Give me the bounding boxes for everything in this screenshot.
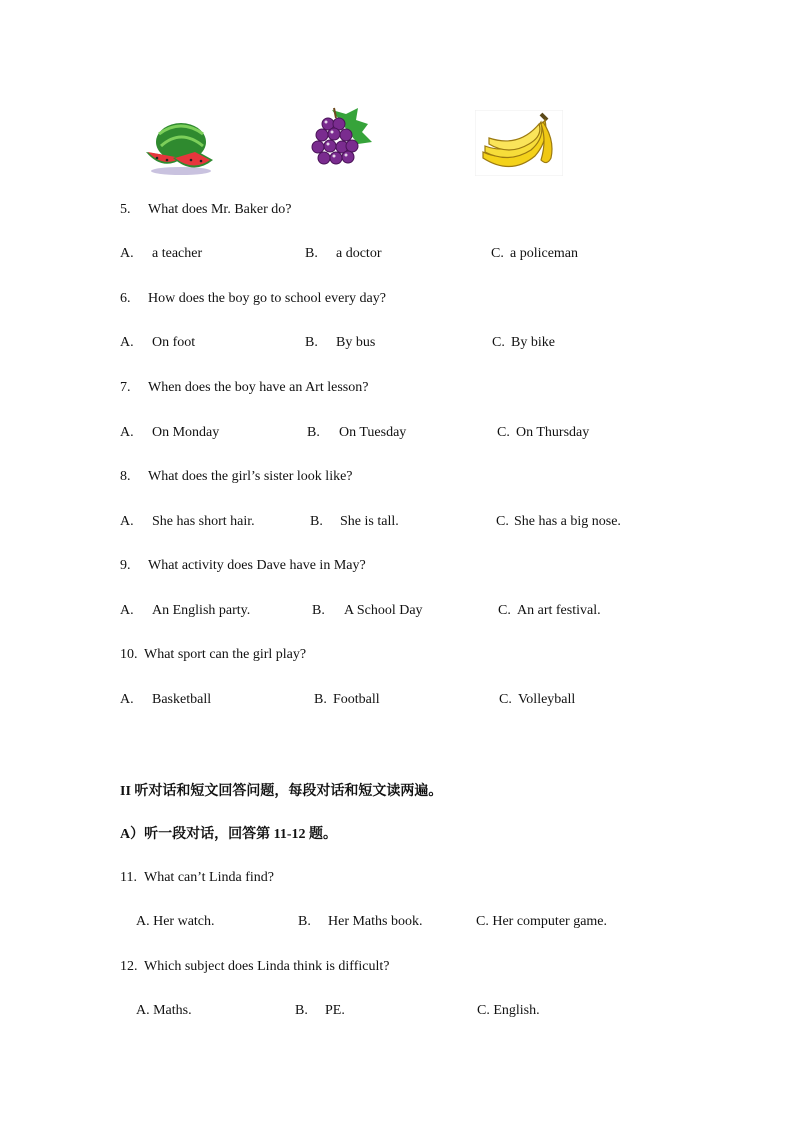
question-number: 8. [120, 469, 131, 484]
option-a-label: A. [120, 425, 134, 440]
grapes-picture [306, 104, 378, 170]
question-7 [120, 380, 369, 396]
option-c: C. Her computer game. [476, 914, 608, 929]
option-c: Volleyball [518, 692, 576, 707]
option-c: By bike [511, 335, 555, 350]
question-5 [120, 202, 292, 218]
option-a-label: A. [120, 692, 134, 707]
question-text: When does the boy have an Art lesson? [148, 380, 369, 395]
option-a: On Monday [152, 425, 220, 440]
option-b-label: B. [305, 335, 318, 350]
option-a: a teacher [152, 246, 203, 261]
option-b-label: B. [310, 514, 323, 529]
option-b-label: B. [298, 914, 311, 929]
option-b-label: B. [312, 603, 325, 618]
section-heading: II 听对话和短文回答问题，每段对话和短文读两遍。 [120, 784, 443, 799]
option-b-label: B. [307, 425, 320, 440]
question-text: What can’t Linda find? [144, 870, 274, 885]
option-c-label: C. [499, 692, 512, 707]
option-c-label: C. [498, 603, 511, 618]
option-a: Basketball [152, 692, 212, 707]
part-a-heading: A）听一段对话，回答第 11-12 题。 [120, 827, 337, 842]
option-b-label: B. [314, 692, 327, 707]
option-a: An English party. [152, 603, 251, 618]
question-text: What activity does Dave have in May? [148, 558, 366, 573]
question-text: What does Mr. Baker do? [148, 202, 292, 217]
option-b-label: B. [295, 1003, 308, 1018]
option-c-label: C. [497, 425, 510, 440]
option-c-label: C. [496, 514, 509, 529]
question-10 [120, 647, 307, 663]
question-text: Which subject does Linda think is difficult? [144, 959, 390, 974]
question-number: 6. [120, 291, 131, 306]
option-a: On foot [152, 335, 196, 350]
option-b: A School Day [344, 603, 423, 618]
option-a: A. Maths. [136, 1003, 192, 1018]
option-c: a policeman [510, 246, 579, 261]
watermelon-picture [143, 116, 215, 178]
option-a-label: A. [120, 603, 134, 618]
question-number: 5. [120, 202, 131, 217]
question-text: How does the boy go to school every day? [148, 291, 386, 306]
option-b-label: B. [305, 246, 318, 261]
option-b: She is tall. [340, 514, 399, 529]
option-a: A. Her watch. [136, 914, 215, 929]
question-9 [120, 558, 366, 574]
option-a: She has short hair. [152, 514, 255, 529]
option-b: PE. [325, 1003, 345, 1018]
question-11 [120, 870, 274, 886]
bananas-picture [475, 110, 563, 176]
question-8 [120, 469, 353, 485]
option-a-label: A. [120, 335, 134, 350]
question-text: What does the girl’s sister look like? [148, 469, 353, 484]
question-number: 7. [120, 380, 131, 395]
option-c: On Thursday [516, 425, 590, 440]
question-text: What sport can the girl play? [144, 647, 307, 662]
question-6 [120, 291, 386, 307]
question-number: 12. [120, 959, 138, 974]
question-number: 10. [120, 647, 138, 662]
option-b: Football [333, 692, 380, 707]
option-c-label: C. [491, 246, 504, 261]
option-a-label: A. [120, 514, 134, 529]
question-12 [120, 959, 390, 975]
option-c: C. English. [477, 1003, 540, 1018]
question-number: 9. [120, 558, 131, 573]
option-c: An art festival. [517, 603, 601, 618]
option-a-label: A. [120, 246, 134, 261]
option-b: a doctor [336, 246, 382, 261]
option-b: By bus [336, 335, 376, 350]
question-number: 11. [120, 870, 137, 885]
option-c: She has a big nose. [514, 514, 621, 529]
option-c-label: C. [492, 335, 505, 350]
option-b: Her Maths book. [328, 914, 423, 929]
option-b: On Tuesday [339, 425, 407, 440]
